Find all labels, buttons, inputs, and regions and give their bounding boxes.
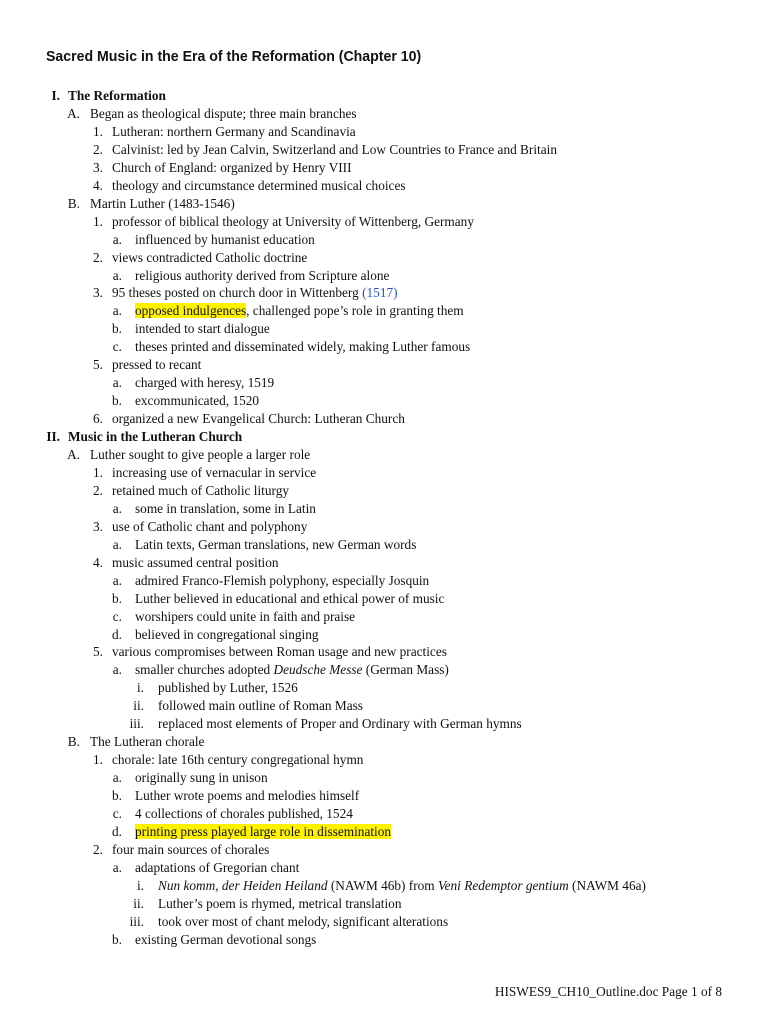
outline-label: a. xyxy=(112,662,122,678)
outline-item xyxy=(0,214,768,230)
outline-text: retained much of Catholic liturgy xyxy=(112,482,290,498)
outline-text: pressed to recant xyxy=(112,357,202,373)
outline-text xyxy=(158,878,646,894)
outline-item xyxy=(0,321,768,337)
outline-text: Began as theological dispute; three main branches xyxy=(90,105,357,121)
outline-label: 1. xyxy=(93,752,103,768)
outline-label: d. xyxy=(112,823,122,839)
outline-label: 1. xyxy=(93,123,103,139)
outline-label: 3. xyxy=(93,159,103,175)
outline-text: various compromises between Roman usage and new practices xyxy=(112,644,447,660)
outline-item xyxy=(0,106,768,122)
outline-label: ii. xyxy=(133,698,144,714)
outline-item xyxy=(0,878,768,894)
outline-label: c. xyxy=(112,339,122,355)
outline-label: 4. xyxy=(93,554,103,570)
italic-title: Veni Redemptor gentium xyxy=(437,877,569,893)
outline-text: charged with heresy, 1519 xyxy=(135,375,275,391)
outline-text: excommunicated, 1520 xyxy=(135,393,260,409)
outline-label: 2. xyxy=(93,141,103,157)
outline-item xyxy=(0,591,768,607)
outline-item xyxy=(0,88,768,104)
outline-text xyxy=(135,303,464,319)
highlighted-text: opposed indulgences xyxy=(135,303,247,319)
outline-item xyxy=(0,734,768,750)
outline-label: b. xyxy=(112,931,122,947)
text-segment: (NAWM 46b) from xyxy=(327,877,438,893)
outline-item xyxy=(0,501,768,517)
outline-label: i. xyxy=(136,680,144,696)
outline-label: d. xyxy=(112,626,122,642)
outline-text: religious authority derived from Scripture alone xyxy=(135,267,390,283)
outline-text: organized a new Evangelical Church: Lutheran Church xyxy=(112,411,405,427)
outline-label: a. xyxy=(112,231,122,247)
outline-text xyxy=(112,285,398,301)
outline-text: views contradicted Catholic doctrine xyxy=(112,249,308,265)
text-segment: , challenged pope’s role in granting them xyxy=(246,303,464,319)
outline-label: 3. xyxy=(93,285,103,301)
outline-label: 2. xyxy=(93,482,103,498)
outline-item xyxy=(0,932,768,948)
outline-label: c. xyxy=(112,608,122,624)
outline-item xyxy=(0,573,768,589)
outline-item xyxy=(0,250,768,266)
outline-label: b. xyxy=(112,788,122,804)
outline-text: Latin texts, German translations, new German words xyxy=(135,536,417,552)
outline-text xyxy=(135,662,449,678)
outline-label: a. xyxy=(112,536,122,552)
outline-item xyxy=(0,609,768,625)
outline-label: 3. xyxy=(93,518,103,534)
outline-label: a. xyxy=(112,859,122,875)
outline-item xyxy=(0,142,768,158)
outline-item xyxy=(0,483,768,499)
outline-label: A. xyxy=(67,447,80,462)
outline-label: 4. xyxy=(93,177,103,193)
outline-label: 2. xyxy=(93,249,103,265)
outline-item xyxy=(0,537,768,553)
outline-text: adaptations of Gregorian chant xyxy=(135,859,300,875)
outline-item xyxy=(0,770,768,786)
outline-label: 5. xyxy=(93,644,103,660)
outline-item xyxy=(0,519,768,535)
outline-item xyxy=(0,357,768,373)
outline-text: intended to start dialogue xyxy=(135,321,270,337)
outline-label: a. xyxy=(112,500,122,516)
outline-item xyxy=(0,716,768,732)
outline-text: theses printed and disseminated widely, making Luther famous xyxy=(135,339,471,355)
outline-text: The Reformation xyxy=(68,88,166,103)
outline-item xyxy=(0,232,768,248)
outline-text: Lutheran: northern Germany and Scandinavia xyxy=(112,123,356,139)
outline-item xyxy=(0,752,768,768)
outline-item xyxy=(0,896,768,912)
outline-label: iii. xyxy=(129,716,144,732)
outline-item xyxy=(0,447,768,463)
outline-label: 1. xyxy=(93,464,103,480)
outline-item xyxy=(0,178,768,194)
outline-text: Church of England: organized by Henry VIII xyxy=(112,159,352,175)
text-segment: 95 theses posted on church door in Wittenberg xyxy=(112,285,363,301)
outline-label: B. xyxy=(67,734,80,750)
outline-label: ii. xyxy=(133,895,144,911)
outline-item xyxy=(0,698,768,714)
italic-title: Deudsche Messe xyxy=(273,662,363,678)
outline-item xyxy=(0,662,768,678)
outline-label: II. xyxy=(46,429,60,445)
outline-label: a. xyxy=(112,303,122,319)
outline-item xyxy=(0,824,768,840)
outline-item xyxy=(0,411,768,427)
outline-text: 4 collections of chorales published, 1524 xyxy=(135,806,353,821)
outline-text: music assumed central position xyxy=(112,554,279,570)
outline-item xyxy=(0,680,768,696)
text-segment: smaller churches adopted xyxy=(135,662,274,678)
outline-text: worshipers could unite in faith and praise xyxy=(135,608,356,624)
outline-label: b. xyxy=(112,590,122,606)
outline-text: Martin Luther (1483-1546) xyxy=(90,195,235,211)
outline-text: took over most of chant melody, significant alterations xyxy=(158,913,449,929)
italic-title: Nun komm, der Heiden Heiland xyxy=(158,877,328,893)
outline-label: a. xyxy=(112,572,122,588)
outline-text: The Lutheran chorale xyxy=(90,734,205,750)
outline-label: 5. xyxy=(93,357,103,373)
outline-label: B. xyxy=(67,195,80,211)
outline-text: existing German devotional songs xyxy=(135,931,317,947)
outline-text: some in translation, some in Latin xyxy=(135,500,316,516)
outline-item xyxy=(0,303,768,319)
outline-label: 1. xyxy=(93,213,103,229)
page-footer: HISWES9_CH10_Outline.doc Page 1 of 8 xyxy=(494,984,722,999)
outline-text: Music in the Lutheran Church xyxy=(68,429,243,445)
outline-label: a. xyxy=(112,770,122,786)
outline-text: theology and circumstance determined musical choices xyxy=(112,177,406,193)
outline-label: c. xyxy=(112,806,122,821)
outline-text: followed main outline of Roman Mass xyxy=(158,698,363,714)
outline-text: four main sources of chorales xyxy=(112,841,270,857)
outline-text: professor of biblical theology at University of Wittenberg, Germany xyxy=(112,213,474,229)
outline-label: iii. xyxy=(129,913,144,929)
outline-label: A. xyxy=(67,105,80,121)
outline-item xyxy=(0,429,768,445)
outline-text: replaced most elements of Proper and Ordinary with German hymns xyxy=(158,716,522,732)
outline-text: influenced by humanist education xyxy=(135,231,315,247)
outline-item xyxy=(0,375,768,391)
outline-text: Luther wrote poems and melodies himself xyxy=(135,788,360,804)
outline-item xyxy=(0,644,768,660)
outline-text: Calvinist: led by Jean Calvin, Switzerland and Low Countries to France and Britain xyxy=(112,141,557,157)
outline-item xyxy=(0,285,768,301)
outline-item xyxy=(0,465,768,481)
outline-text: increasing use of vernacular in service xyxy=(112,464,317,480)
outline-item xyxy=(0,842,768,858)
outline-text: Luther’s poem is rhymed, metrical translation xyxy=(158,895,402,911)
outline-item xyxy=(0,788,768,804)
outline-label: I. xyxy=(51,88,60,103)
annotation-text: (1517) xyxy=(362,285,398,301)
highlighted-text: printing press played large role in dissemination xyxy=(135,823,392,839)
outline-item xyxy=(0,124,768,140)
text-segment: (NAWM 46a) xyxy=(568,877,646,893)
outline-item xyxy=(0,339,768,355)
outline-text: Luther sought to give people a larger role xyxy=(90,447,311,462)
outline-label: a. xyxy=(112,267,122,283)
outline-text: admired Franco-Flemish polyphony, especially Josquin xyxy=(135,572,430,588)
outline-label: 2. xyxy=(93,841,103,857)
outline-item xyxy=(0,860,768,876)
outline-item xyxy=(0,393,768,409)
outline-text: use of Catholic chant and polyphony xyxy=(112,518,308,534)
outline-item xyxy=(0,196,768,212)
text-segment: (German Mass) xyxy=(362,662,449,678)
outline-text: chorale: late 16th century congregational hymn xyxy=(112,752,364,768)
outline-item xyxy=(0,806,768,822)
outline-item xyxy=(0,555,768,571)
outline-text: originally sung in unison xyxy=(135,770,268,786)
outline-label: i. xyxy=(136,877,144,893)
outline-item xyxy=(0,627,768,643)
outline-item xyxy=(0,914,768,930)
outline-label: b. xyxy=(112,321,122,337)
outline-item xyxy=(0,160,768,176)
outline-label: a. xyxy=(112,375,122,391)
outline-text: Luther believed in educational and ethical power of music xyxy=(135,590,445,606)
outline-label: 6. xyxy=(93,411,103,427)
outline-text: believed in congregational singing xyxy=(135,626,319,642)
outline-text: published by Luther, 1526 xyxy=(158,680,298,696)
outline-label: b. xyxy=(112,393,122,409)
document-title: Sacred Music in the Era of the Reformation (Chapter 10) xyxy=(46,48,422,65)
outline-item xyxy=(0,268,768,284)
outline-text xyxy=(135,824,391,840)
